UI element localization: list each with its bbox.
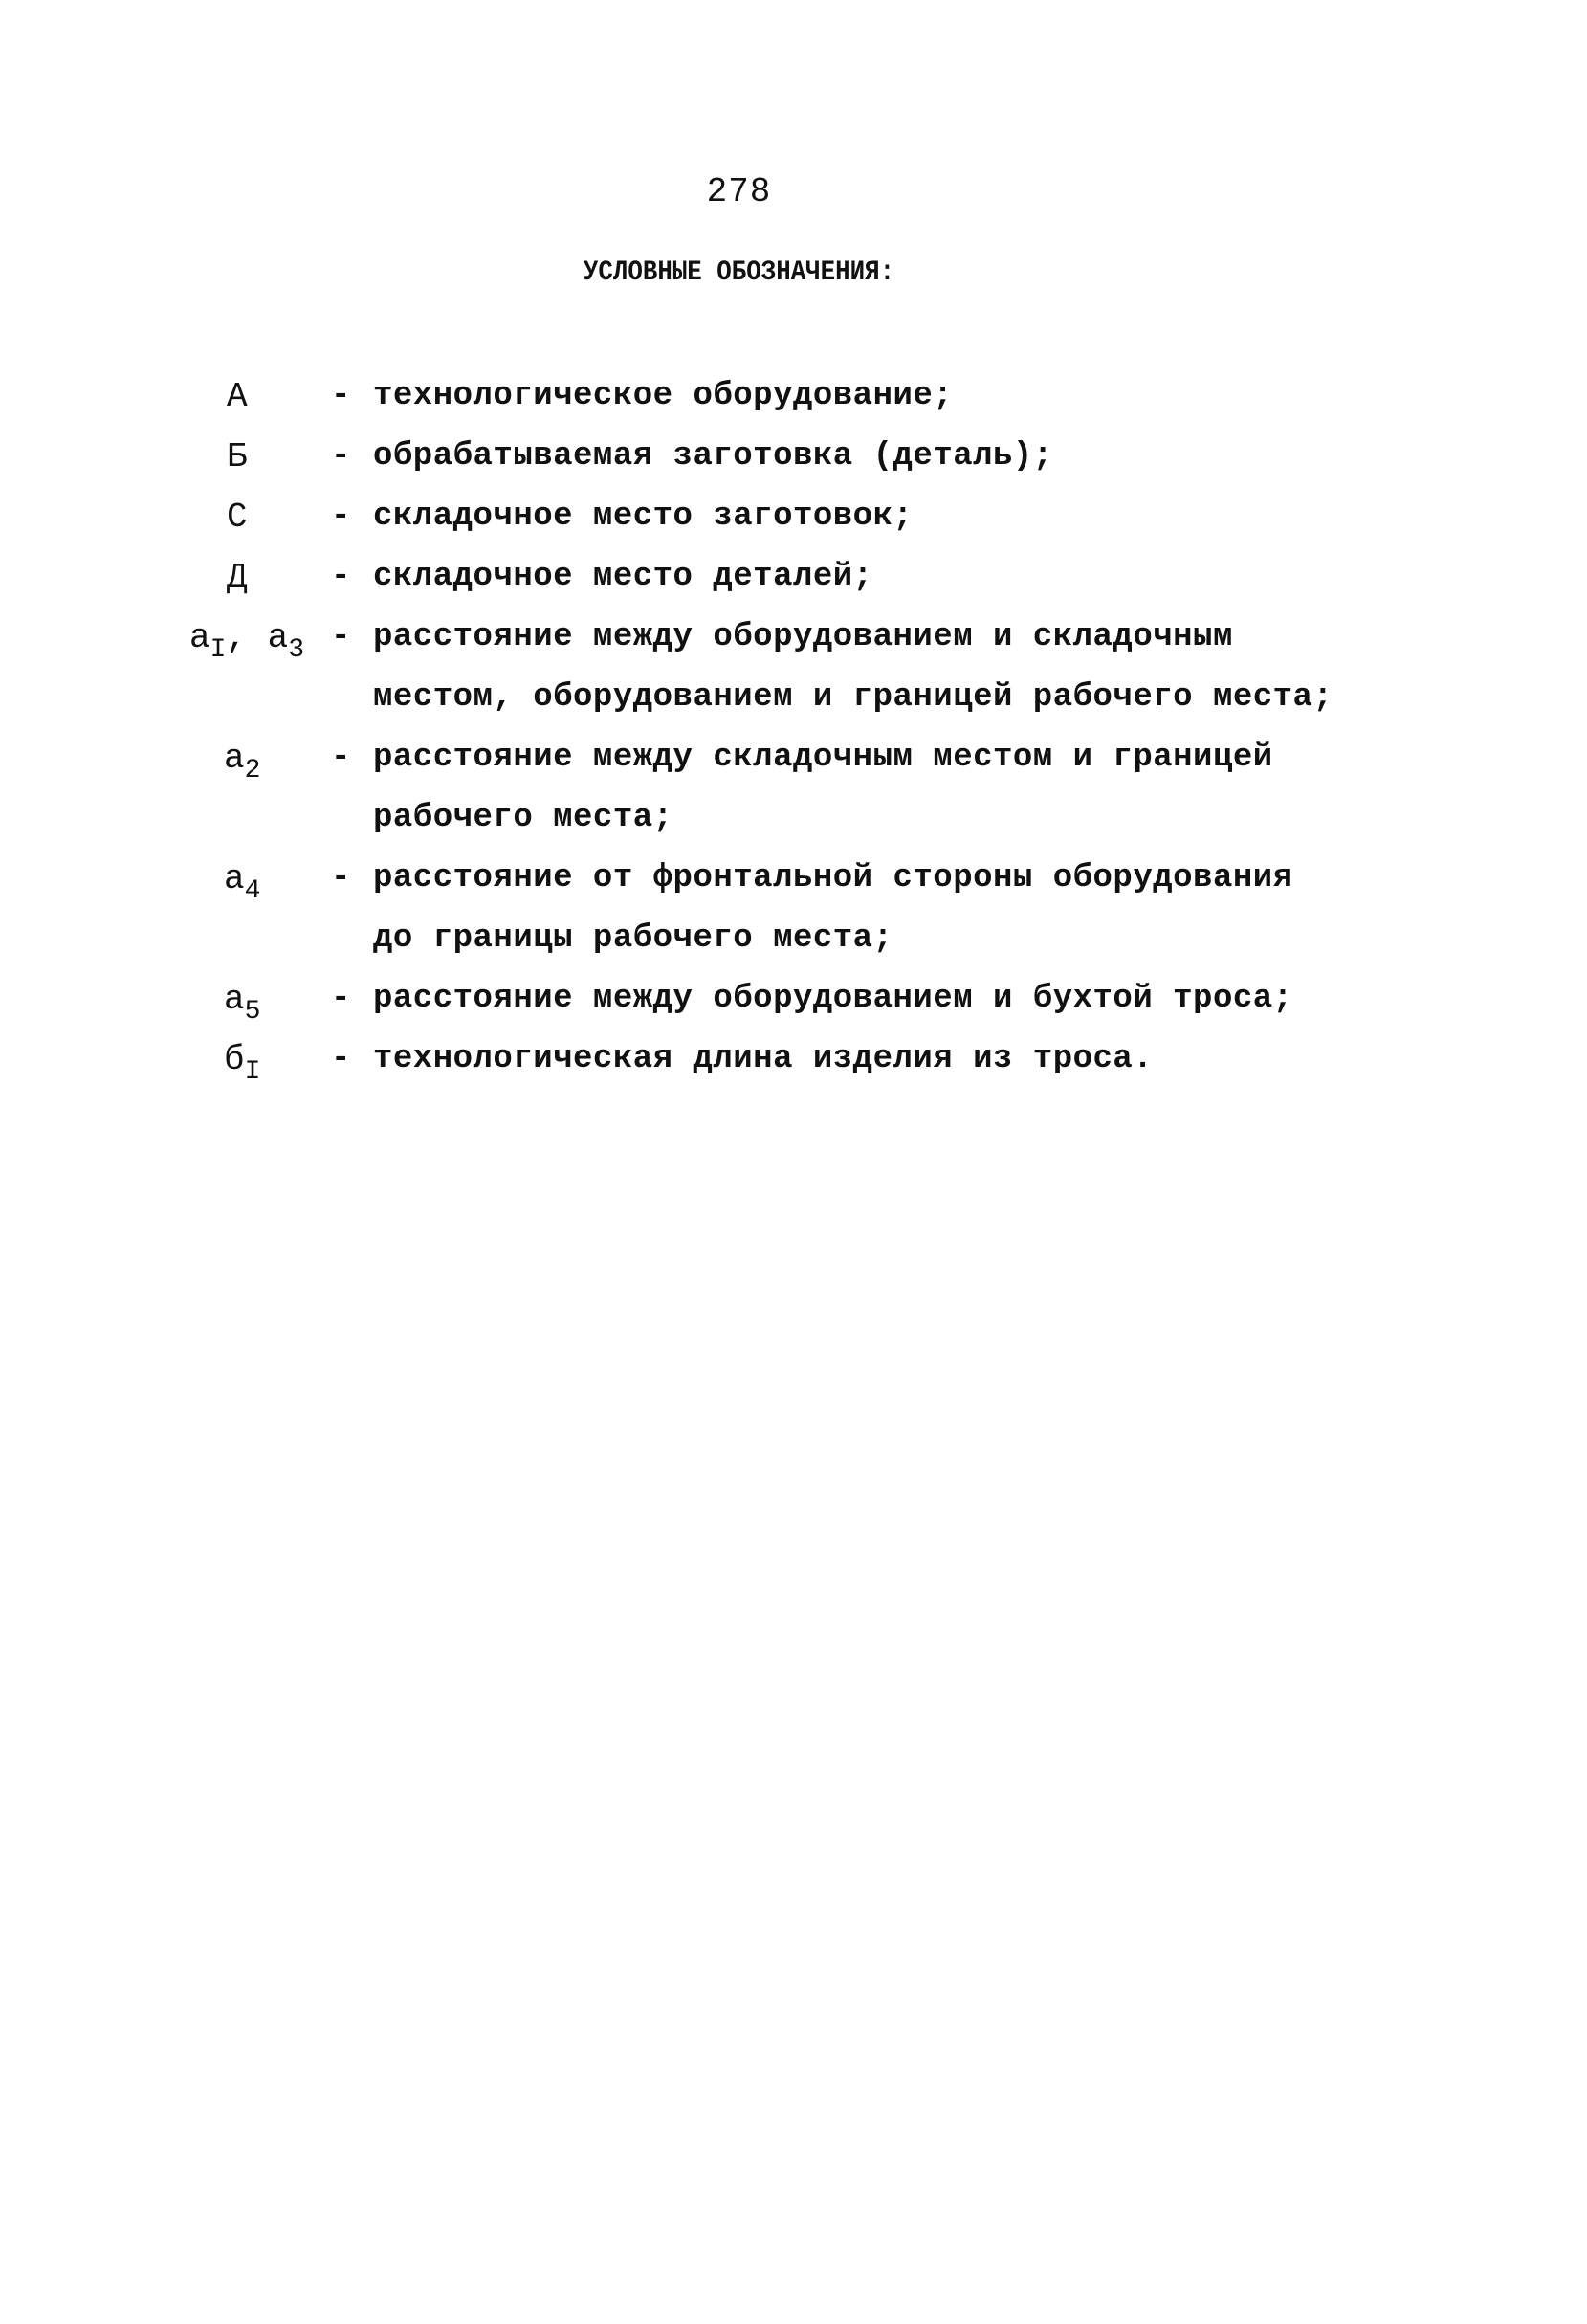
- legend-description-continued: рабочего места;: [373, 800, 673, 836]
- legend-heading: УСЛОВНЫЕ ОБОЗНАЧЕНИЯ:: [583, 256, 895, 289]
- legend-dash: -: [331, 438, 351, 475]
- legend-entry-b: [0, 427, 1587, 487]
- legend-entry-a2: [0, 728, 1587, 849]
- legend-line: [0, 728, 1587, 788]
- legend-line-continuation: [0, 668, 1587, 728]
- legend-dash: -: [331, 860, 351, 896]
- legend-entry-a1-a3: [0, 608, 1587, 728]
- legend-description-continued: до границы рабочего места;: [373, 920, 893, 957]
- legend-symbol: Д: [227, 558, 248, 597]
- legend-description: расстояние между складочным местом и границей: [373, 740, 1273, 776]
- legend-line-continuation: [0, 788, 1587, 849]
- legend-dash: -: [331, 559, 351, 595]
- legend-list: [0, 366, 1587, 1090]
- legend-dash: -: [331, 498, 351, 535]
- legend-line: [0, 427, 1587, 487]
- legend-dash: -: [331, 740, 351, 776]
- legend-description: технологическое оборудование;: [373, 378, 954, 414]
- page-number: 278: [706, 172, 772, 211]
- legend-entry-a: [0, 366, 1587, 427]
- legend-symbol: $а_I$, $а_3$: [189, 618, 305, 665]
- legend-description: технологическая длина изделия из троса.: [373, 1041, 1154, 1077]
- legend-description: расстояние между оборудованием и складочным: [373, 619, 1233, 655]
- legend-entry-d: [0, 547, 1587, 608]
- legend-dash: -: [331, 378, 351, 414]
- legend-line-continuation: [0, 909, 1587, 969]
- legend-entry-a4: [0, 849, 1587, 969]
- legend-dash: -: [331, 981, 351, 1017]
- legend-entry-b1: [0, 1029, 1587, 1090]
- legend-symbol: $а_2$: [224, 739, 261, 786]
- legend-description: обрабатываемая заготовка (деталь);: [373, 438, 1053, 475]
- legend-entry-a5: [0, 969, 1587, 1029]
- legend-line: [0, 547, 1587, 608]
- legend-symbol: А: [227, 377, 248, 416]
- legend-line: [0, 487, 1587, 547]
- legend-symbol: $б_I$: [224, 1040, 261, 1087]
- legend-description-continued: местом, оборудованием и границей рабочего места;: [373, 679, 1334, 716]
- legend-dash: -: [331, 619, 351, 655]
- legend-symbol: $а_4$: [224, 859, 261, 906]
- legend-line: [0, 608, 1587, 668]
- legend-symbol: $а_5$: [224, 980, 261, 1027]
- legend-line: [0, 849, 1587, 909]
- legend-description: расстояние от фронтальной стороны оборудования: [373, 860, 1293, 896]
- legend-line: [0, 366, 1587, 427]
- legend-description: складочное место деталей;: [373, 559, 873, 595]
- legend-symbol: Б: [227, 437, 248, 476]
- legend-symbol: С: [227, 498, 248, 537]
- legend-line: [0, 969, 1587, 1029]
- legend-dash: -: [331, 1041, 351, 1077]
- legend-line: [0, 1029, 1587, 1090]
- legend-entry-c: [0, 487, 1587, 547]
- legend-description: складочное место заготовок;: [373, 498, 914, 535]
- legend-description: расстояние между оборудованием и бухтой троса;: [373, 981, 1293, 1017]
